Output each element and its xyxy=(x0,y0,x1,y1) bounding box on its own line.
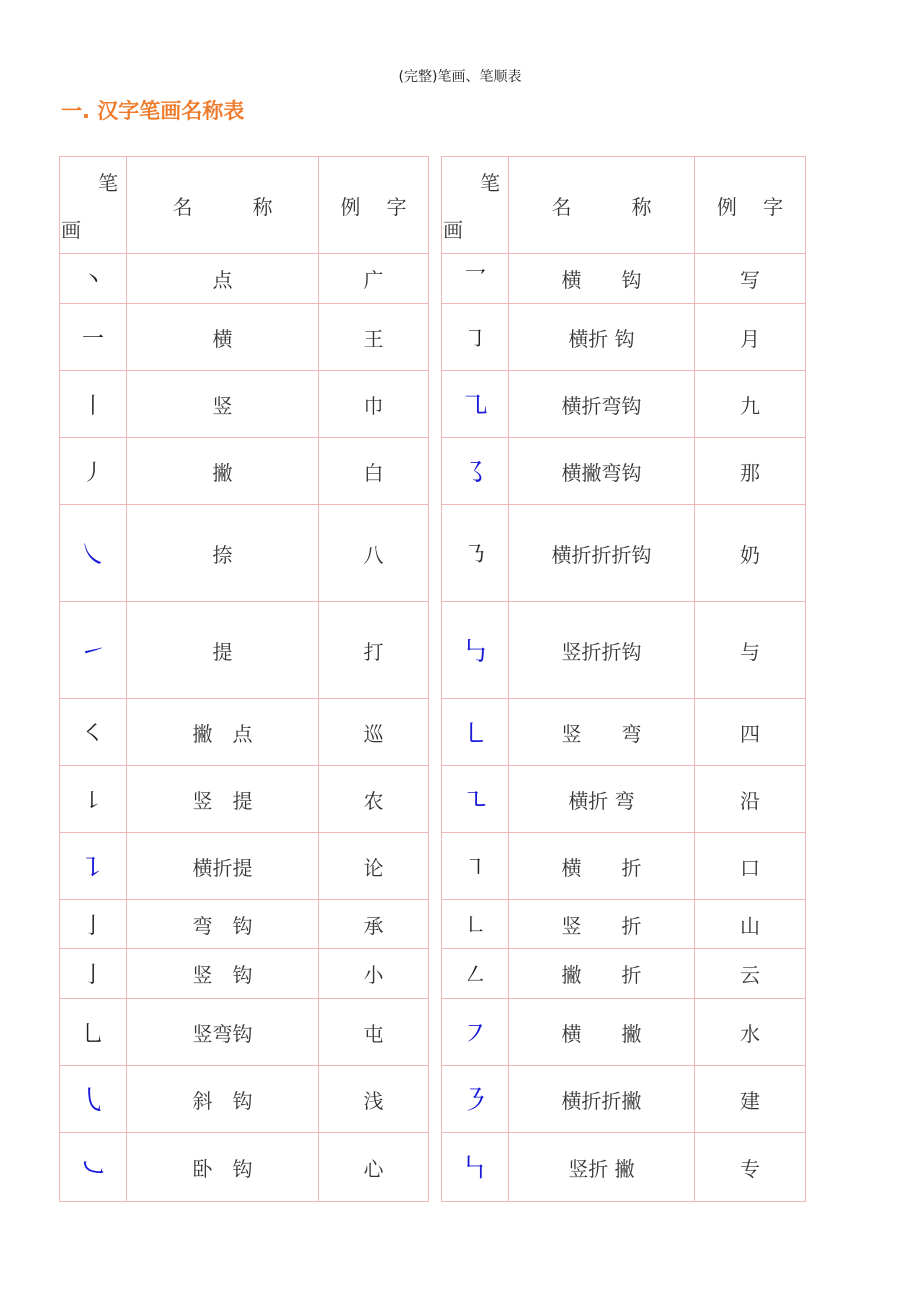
table-gap xyxy=(429,254,442,304)
stroke-glyph: ㇙ xyxy=(81,788,104,814)
stroke-cell xyxy=(442,766,509,833)
example-cell xyxy=(319,766,429,833)
header-stroke-top: 笔 xyxy=(98,171,118,195)
name-cell xyxy=(127,949,319,999)
name-cell xyxy=(509,438,695,505)
name-cell-text: 竖折折钩 xyxy=(561,639,642,664)
stroke-glyph: ㇌ xyxy=(460,456,489,489)
name-cell-text: 横折 弯 xyxy=(568,788,635,813)
example-cell xyxy=(695,949,806,999)
example-cell xyxy=(319,505,429,602)
header-stroke-bottom: 画 xyxy=(61,218,81,242)
table-row xyxy=(60,833,806,900)
name-cell-text: 撇 xyxy=(212,460,233,485)
name-cell xyxy=(127,1066,319,1133)
example-cell-text: 水 xyxy=(740,1021,760,1046)
example-cell-text: 沿 xyxy=(740,788,760,813)
example-cell-text: 四 xyxy=(740,721,760,746)
name-cell-text: 斜 钩 xyxy=(192,1088,253,1113)
table-gap xyxy=(429,157,442,254)
stroke-cell xyxy=(60,602,127,699)
name-cell-text: 卧 钩 xyxy=(192,1156,253,1181)
stroke-cell xyxy=(60,1066,127,1133)
example-cell xyxy=(319,438,429,505)
example-cell xyxy=(319,371,429,438)
stroke-glyph: 一 xyxy=(81,326,104,352)
example-cell xyxy=(695,254,806,304)
stroke-cell xyxy=(60,505,127,602)
name-cell-text: 竖 xyxy=(212,393,233,418)
name-cell xyxy=(509,1066,695,1133)
stroke-cell xyxy=(60,766,127,833)
table-row xyxy=(60,699,806,766)
stroke-glyph: ㇜ xyxy=(463,963,486,988)
table-gap xyxy=(429,999,442,1066)
section-title: 一. 汉字笔画名称表 xyxy=(61,99,245,123)
stroke-glyph: ㇛ xyxy=(81,721,104,747)
stroke-cell xyxy=(442,304,509,371)
name-cell-text: 横 撇 xyxy=(561,1021,642,1046)
table-row xyxy=(60,766,806,833)
name-cell xyxy=(127,304,319,371)
name-cell xyxy=(127,505,319,602)
name-cell-text: 点 xyxy=(212,268,233,292)
name-cell xyxy=(509,900,695,949)
example-cell-text: 屯 xyxy=(363,1021,384,1046)
header-example-right: 例 字 xyxy=(695,157,806,254)
name-cell xyxy=(509,254,695,304)
header-stroke-bottom: 画 xyxy=(443,218,463,242)
table-row xyxy=(60,949,806,999)
name-cell-text: 竖 提 xyxy=(192,788,253,813)
name-cell xyxy=(127,438,319,505)
table-gap xyxy=(429,602,442,699)
stroke-cell xyxy=(442,371,509,438)
header-stroke-right xyxy=(442,157,509,254)
stroke-glyph: ㇡ xyxy=(463,542,486,568)
name-cell-text: 横 钩 xyxy=(561,268,642,292)
stroke-cell xyxy=(60,699,127,766)
name-cell xyxy=(509,1133,695,1202)
example-cell-text: 那 xyxy=(740,460,760,485)
document-title: (完整)笔画、笔顺表 xyxy=(398,69,522,85)
stroke-cell xyxy=(60,304,127,371)
stroke-glyph: 乛 xyxy=(463,268,486,293)
example-cell xyxy=(319,1133,429,1202)
example-cell-text: 山 xyxy=(740,913,760,938)
stroke-cell xyxy=(60,371,127,438)
example-cell xyxy=(695,833,806,900)
example-cell-text: 巡 xyxy=(363,721,384,746)
example-cell-text: 写 xyxy=(740,268,760,292)
stroke-cell xyxy=(442,999,509,1066)
stroke-glyph: 乚 xyxy=(81,1021,104,1047)
name-cell xyxy=(509,833,695,900)
table-gap xyxy=(429,1133,442,1202)
example-cell xyxy=(319,254,429,304)
example-cell-text: 巾 xyxy=(363,393,384,418)
example-cell xyxy=(695,900,806,949)
table-row xyxy=(60,438,806,505)
example-cell-text: 九 xyxy=(740,393,760,418)
stroke-glyph: 丨 xyxy=(81,393,104,419)
example-cell xyxy=(319,833,429,900)
name-cell-text: 横 xyxy=(212,326,233,351)
stroke-cell xyxy=(60,254,127,304)
example-cell-text: 心 xyxy=(363,1156,384,1181)
example-cell xyxy=(319,304,429,371)
stroke-cell xyxy=(60,1133,127,1202)
name-cell xyxy=(509,949,695,999)
example-cell-text: 论 xyxy=(363,855,384,880)
example-cell-text: 专 xyxy=(740,1156,760,1181)
name-cell xyxy=(509,602,695,699)
table-gap xyxy=(429,900,442,949)
name-cell xyxy=(509,766,695,833)
stroke-glyph: ㇂ xyxy=(78,1084,107,1117)
stroke-cell xyxy=(442,900,509,949)
example-cell xyxy=(695,505,806,602)
table-gap xyxy=(429,505,442,602)
header-name: 名 称 xyxy=(127,157,319,254)
name-cell xyxy=(127,699,319,766)
example-cell xyxy=(319,949,429,999)
example-cell xyxy=(695,1133,806,1202)
name-cell-text: 横折折撇 xyxy=(561,1088,642,1113)
stroke-cell xyxy=(442,833,509,900)
example-cell xyxy=(319,699,429,766)
stroke-glyph: ㇈ xyxy=(460,389,489,422)
example-cell-text: 奶 xyxy=(740,542,760,567)
stroke-cell xyxy=(442,602,509,699)
name-cell xyxy=(127,1133,319,1202)
example-cell-text: 八 xyxy=(363,542,384,567)
stroke-glyph: 丶 xyxy=(81,268,104,293)
example-cell-text: 广 xyxy=(363,268,384,292)
name-cell-text: 横折提 xyxy=(192,855,253,880)
stroke-cell xyxy=(442,699,509,766)
name-cell-text: 竖弯钩 xyxy=(192,1021,253,1046)
header-name-right: 名 称 xyxy=(509,157,695,254)
example-cell xyxy=(695,699,806,766)
example-cell-text: 口 xyxy=(740,855,760,880)
stroke-glyph: ㇊ xyxy=(78,851,107,884)
header-stroke-top: 笔 xyxy=(480,171,500,195)
example-cell xyxy=(695,371,806,438)
table-gap xyxy=(429,699,442,766)
name-cell-text: 竖 弯 xyxy=(561,721,642,746)
table-row xyxy=(60,1066,806,1133)
stroke-cell xyxy=(442,254,509,304)
stroke-glyph: ㇉ xyxy=(460,635,489,668)
stroke-glyph: ㇍ xyxy=(460,784,489,817)
example-cell-text: 小 xyxy=(363,963,384,987)
stroke-cell xyxy=(442,505,509,602)
table-gap xyxy=(429,1066,442,1133)
name-cell-text: 提 xyxy=(212,639,233,664)
header-example: 例 字 xyxy=(319,157,429,254)
name-cell xyxy=(127,900,319,949)
table-row xyxy=(60,505,806,602)
table-gap xyxy=(429,766,442,833)
example-cell-text: 与 xyxy=(740,639,760,664)
table-row xyxy=(60,304,806,371)
name-cell-text: 横折弯钩 xyxy=(561,393,642,418)
example-cell-text: 浅 xyxy=(363,1088,384,1113)
table-row xyxy=(60,602,806,699)
stroke-glyph: ㇕ xyxy=(463,855,486,881)
example-cell-text: 云 xyxy=(740,963,760,987)
name-cell-text: 竖 钩 xyxy=(192,963,253,987)
stroke-glyph: 亅 xyxy=(81,963,104,988)
name-cell-text: 弯 钩 xyxy=(192,913,253,938)
example-cell-text: 农 xyxy=(363,788,384,813)
example-cell xyxy=(695,999,806,1066)
name-cell-text: 捺 xyxy=(212,542,233,567)
table-row xyxy=(60,1133,806,1202)
name-cell xyxy=(509,699,695,766)
stroke-cell xyxy=(60,438,127,505)
name-cell xyxy=(509,999,695,1066)
stroke-cell xyxy=(442,438,509,505)
stroke-cell xyxy=(60,833,127,900)
table-header-row xyxy=(60,157,806,254)
stroke-cell xyxy=(60,999,127,1066)
example-cell xyxy=(319,1066,429,1133)
stroke-glyph: ㇋ xyxy=(460,1084,489,1117)
stroke-glyph: 亅 xyxy=(81,913,104,939)
table-row xyxy=(60,254,806,304)
table-gap xyxy=(429,371,442,438)
table-row xyxy=(60,999,806,1066)
stroke-glyph: ㇞ xyxy=(460,1152,489,1185)
example-cell xyxy=(319,900,429,949)
name-cell xyxy=(127,999,319,1066)
stroke-glyph: ㇏ xyxy=(78,538,107,571)
example-cell xyxy=(695,438,806,505)
name-cell-text: 撇 折 xyxy=(561,963,642,987)
stroke-cell xyxy=(60,900,127,949)
stroke-cell xyxy=(442,1066,509,1133)
stroke-glyph: ㇃ xyxy=(78,1152,107,1185)
name-cell xyxy=(127,833,319,900)
example-cell-text: 月 xyxy=(740,326,760,351)
name-cell-text: 横折 钩 xyxy=(568,326,635,351)
example-cell-text: 王 xyxy=(363,326,384,351)
table-gap xyxy=(429,949,442,999)
example-cell xyxy=(695,304,806,371)
stroke-cell xyxy=(60,949,127,999)
example-cell-text: 打 xyxy=(363,639,384,664)
table-gap xyxy=(429,833,442,900)
example-cell-text: 建 xyxy=(740,1088,760,1113)
example-cell-text: 白 xyxy=(363,460,384,485)
example-cell xyxy=(319,602,429,699)
stroke-cell xyxy=(442,1133,509,1202)
name-cell-text: 竖折 撇 xyxy=(568,1156,635,1181)
stroke-glyph: 丿 xyxy=(81,460,104,486)
example-cell-text: 承 xyxy=(363,913,384,938)
name-cell xyxy=(509,304,695,371)
name-cell xyxy=(509,505,695,602)
stroke-glyph: ㇇ xyxy=(460,1017,489,1050)
name-cell xyxy=(127,254,319,304)
name-cell-text: 横折折折钩 xyxy=(551,542,652,567)
name-cell xyxy=(127,602,319,699)
table-gap xyxy=(429,304,442,371)
name-cell-text: 横撇弯钩 xyxy=(561,460,642,485)
header-stroke xyxy=(60,157,127,254)
example-cell xyxy=(695,766,806,833)
stroke-glyph: ㇄ xyxy=(460,717,489,750)
table-gap xyxy=(429,438,442,505)
stroke-glyph: ㇀ xyxy=(78,635,107,668)
table-row xyxy=(60,371,806,438)
example-cell xyxy=(695,602,806,699)
stroke-name-table xyxy=(59,156,806,1202)
name-cell-text: 竖 折 xyxy=(561,913,642,938)
example-cell xyxy=(695,1066,806,1133)
name-cell-text: 横 折 xyxy=(561,855,642,880)
name-cell-text: 撇 点 xyxy=(192,721,253,746)
name-cell xyxy=(127,766,319,833)
table-row xyxy=(60,900,806,949)
name-cell xyxy=(127,371,319,438)
stroke-glyph: ㇆ xyxy=(463,326,486,352)
stroke-cell xyxy=(442,949,509,999)
stroke-glyph: ㇗ xyxy=(463,913,486,939)
name-cell xyxy=(509,371,695,438)
example-cell xyxy=(319,999,429,1066)
